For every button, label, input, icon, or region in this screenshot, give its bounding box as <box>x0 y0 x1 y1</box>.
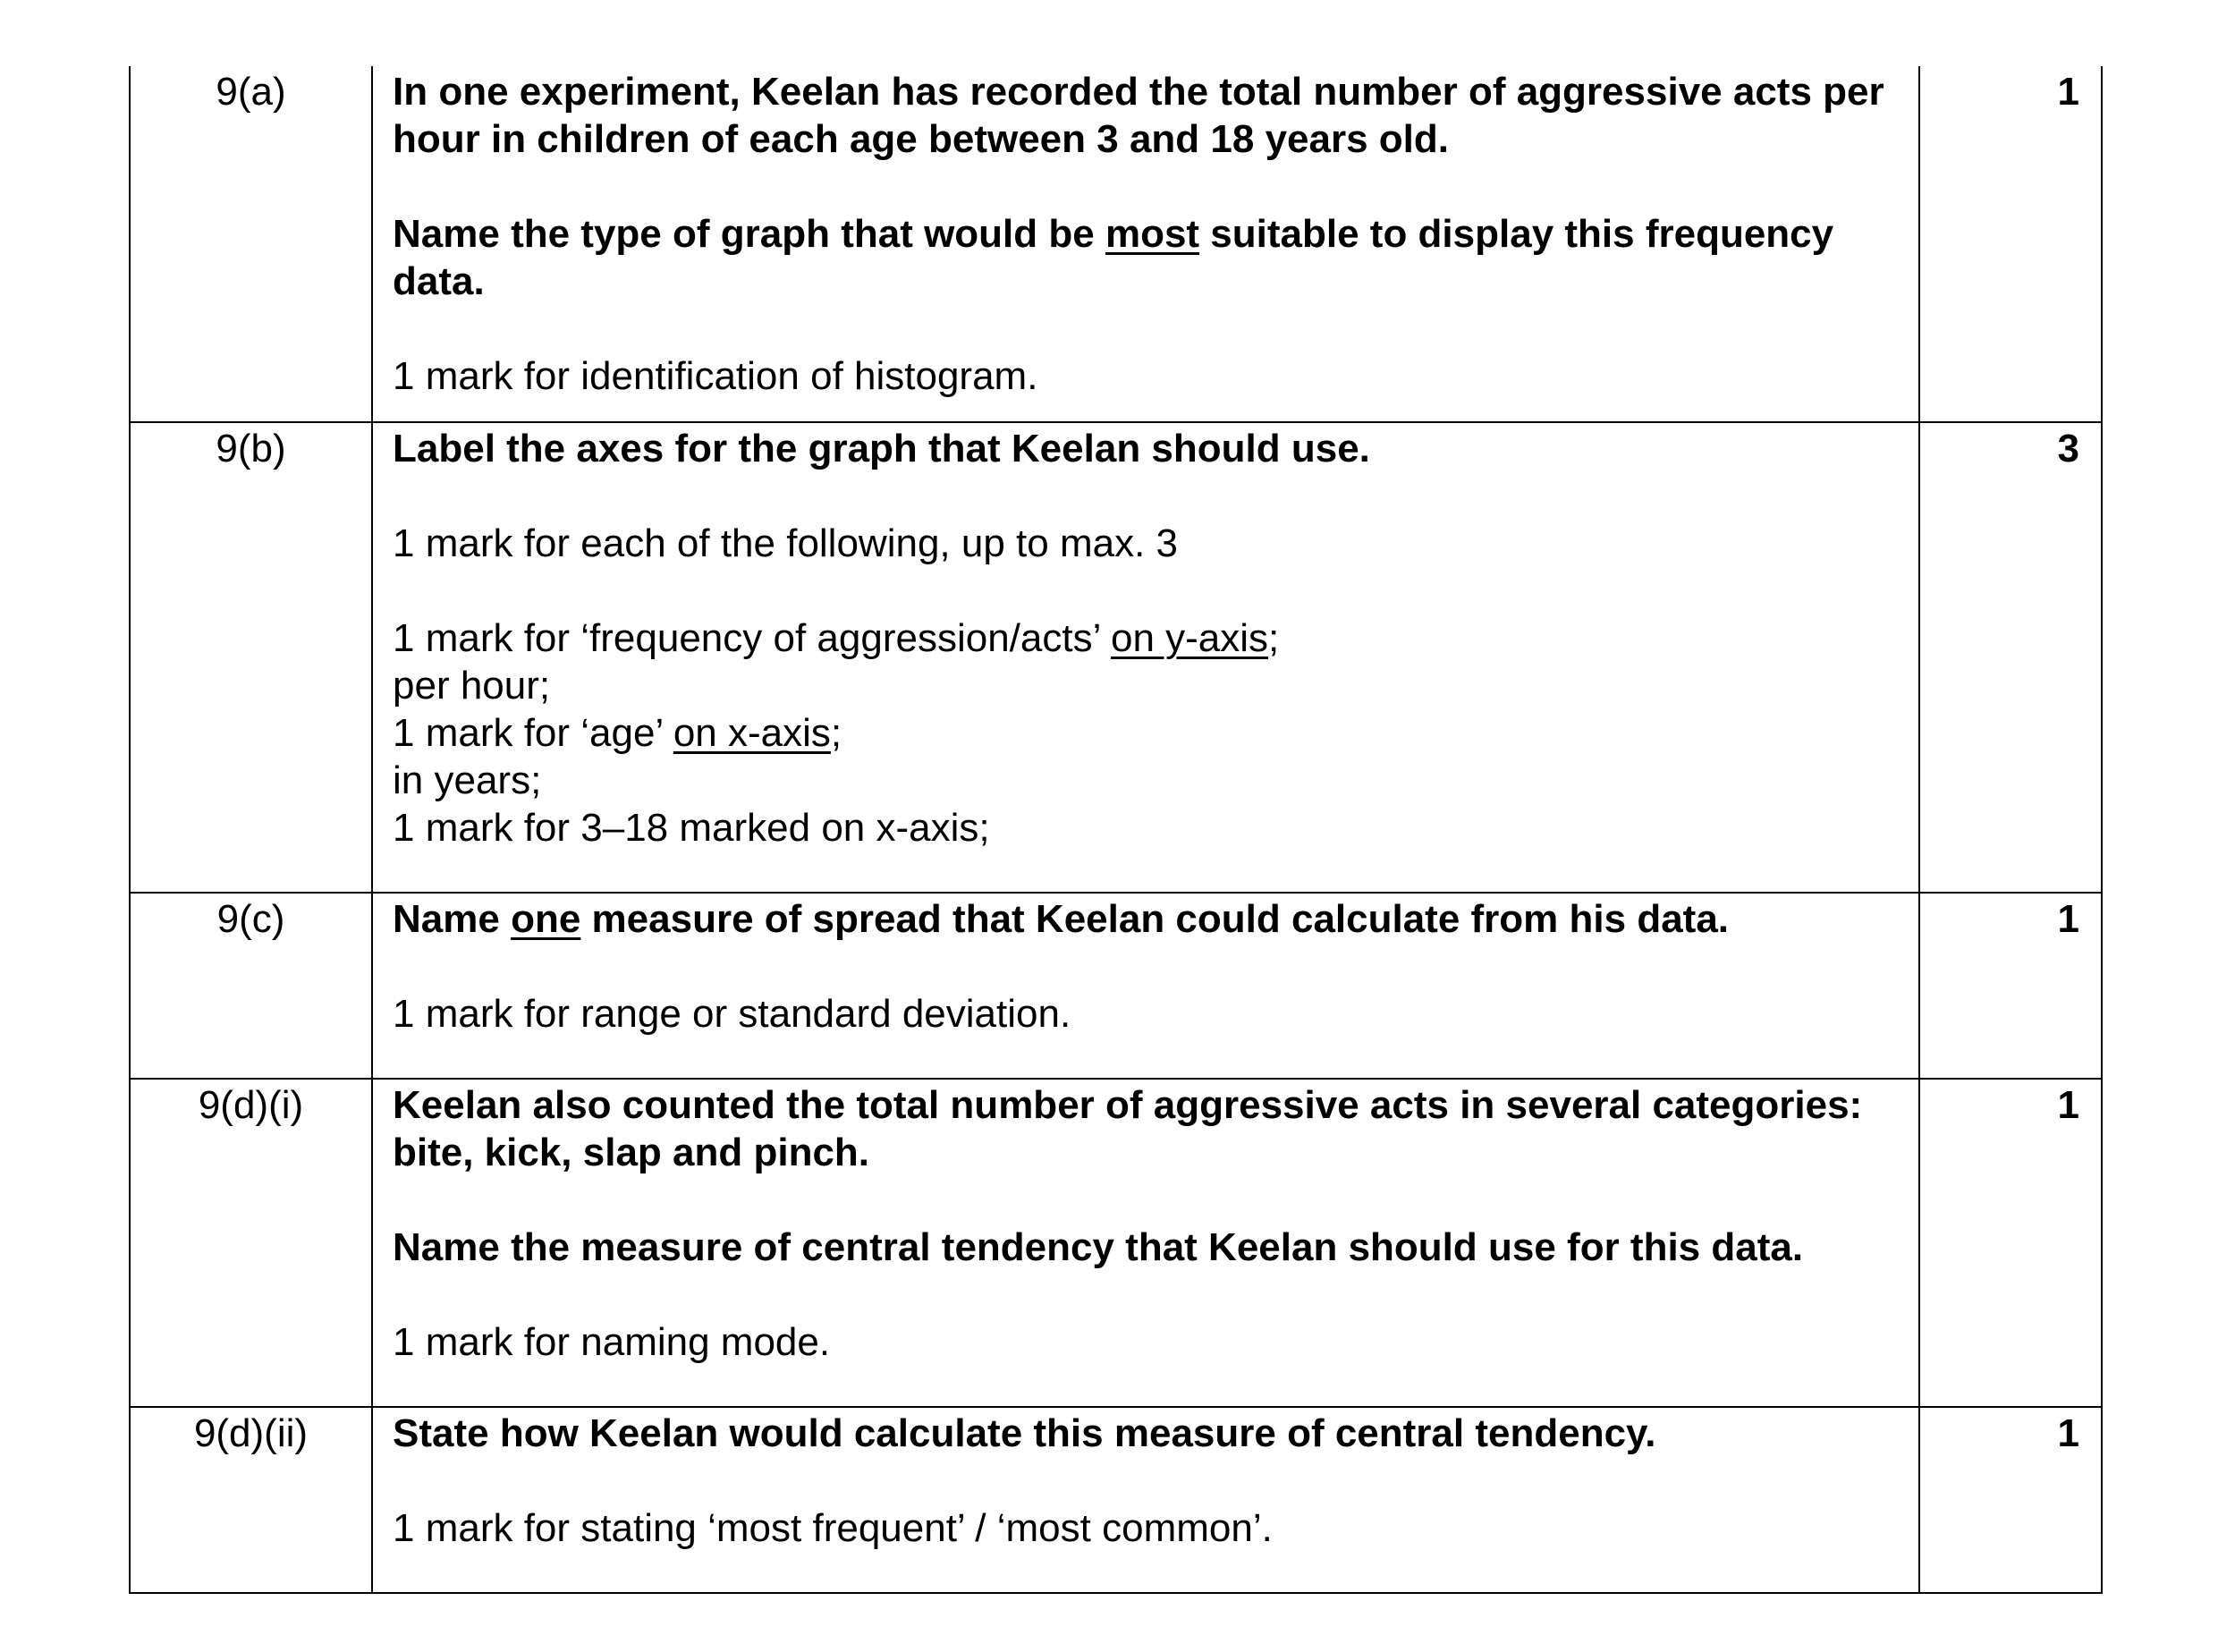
table-row <box>130 66 2102 422</box>
mark-guidance: 1 mark for identification of histogram. <box>393 354 1038 398</box>
marks-value: 1 <box>1919 1407 2102 1593</box>
table-row <box>130 1079 2102 1407</box>
question-text-part: suitable to display this frequency data. <box>393 212 1834 303</box>
mark-guidance: per hour; <box>393 664 551 707</box>
question-body <box>372 1407 1919 1593</box>
question-body <box>372 422 1919 893</box>
mark-guidance: 1 mark for 3–18 marked on x-axis; <box>393 806 990 850</box>
question-text-part: Name <box>393 897 512 941</box>
question-text: State how Keelan would calculate this measure of central tendency. <box>393 1411 1656 1455</box>
marks-value: 1 <box>1919 1079 2102 1407</box>
question-text-part: Name the type of graph that would be <box>393 212 1105 256</box>
question-number: 9(c) <box>130 893 372 1079</box>
mark-guidance: 1 mark for each of the following, up to max. 3 <box>393 521 1179 565</box>
guidance-part: ; <box>830 711 842 755</box>
emphasis-word: most <box>1105 212 1200 256</box>
marks-value: 1 <box>1919 893 2102 1079</box>
table-row <box>130 1407 2102 1593</box>
question-body <box>372 66 1919 422</box>
mark-scheme-table <box>129 66 2103 1594</box>
question-text-part: measure of spread that Keelan could calculate from his data. <box>580 897 1730 941</box>
question-text <box>393 210 1909 305</box>
mark-guidance: 1 mark for naming mode. <box>393 1320 831 1364</box>
mark-guidance <box>393 709 1909 757</box>
question-text: In one experiment, Keelan has recorded the total number of aggressive acts per hour in children of each age between 3 and 18 years old. <box>393 70 1884 161</box>
mark-guidance: in years; <box>393 758 542 802</box>
marks-value: 3 <box>1919 422 2102 893</box>
mark-guidance <box>393 614 1909 662</box>
question-number: 9(a) <box>130 66 372 422</box>
question-text: Name the measure of central tendency that Keelan should use for this data. <box>393 1225 1804 1269</box>
mark-guidance: 1 mark for stating ‘most frequent’ / ‘most common’. <box>393 1506 1273 1550</box>
emphasis-word: on y-axis <box>1110 616 1269 660</box>
question-number: 9(d)(i) <box>130 1079 372 1407</box>
emphasis-word: one <box>511 897 581 941</box>
guidance-part: 1 mark for ‘age’ <box>393 711 673 755</box>
question-body <box>372 1079 1919 1407</box>
question-text: Label the axes for the graph that Keelan should use. <box>393 427 1370 470</box>
emphasis-word: on x-axis <box>673 711 831 755</box>
guidance-part: 1 mark for ‘frequency of aggression/acts’ <box>393 616 1111 660</box>
question-number: 9(d)(ii) <box>130 1407 372 1593</box>
question-body <box>372 893 1919 1079</box>
table-row <box>130 422 2102 893</box>
question-text: Keelan also counted the total number of aggressive acts in several categories: bite, kick, slap and pinch. <box>393 1083 1863 1174</box>
question-number: 9(b) <box>130 422 372 893</box>
table-row <box>130 893 2102 1079</box>
mark-guidance: 1 mark for range or standard deviation. <box>393 992 1071 1036</box>
guidance-part: ; <box>1268 616 1280 660</box>
marks-value: 1 <box>1919 66 2102 422</box>
question-text <box>393 895 1909 943</box>
